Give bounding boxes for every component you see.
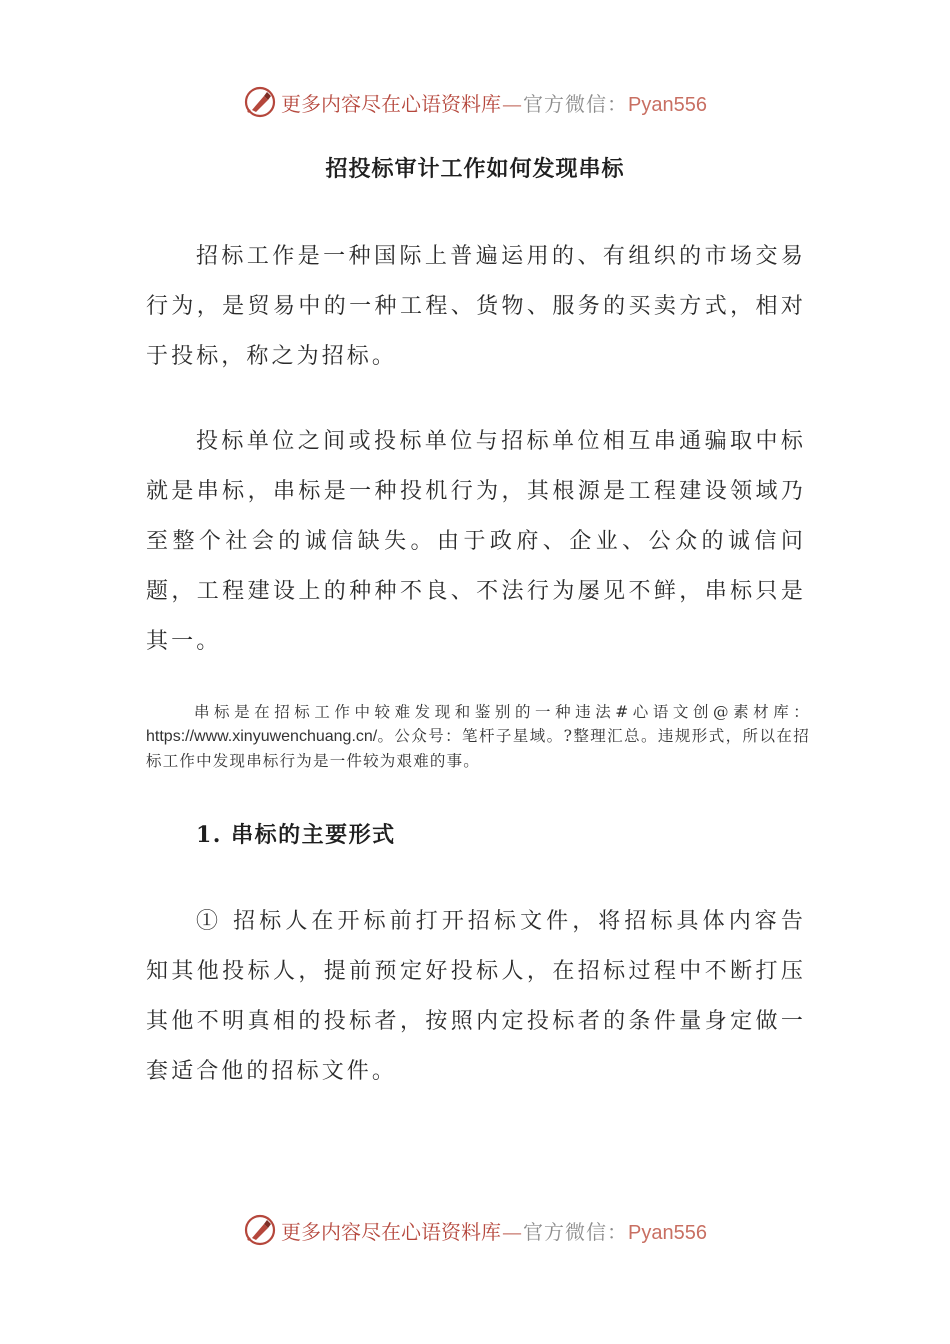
- header-banner: [0, 82, 950, 122]
- document-title: 招投标审计工作如何发现串标: [325, 156, 625, 182]
- banner-main-text: 更多内容尽在心语资料库: [281, 91, 502, 116]
- banner-dash: —: [502, 1219, 523, 1244]
- pen-nib-logo-icon: [243, 85, 277, 119]
- paragraph-intro: 招标工作是一种国际上普遍运用的、有组织的市场交易行为，是贸易中的一种工程、货物、服务的买卖方式，相对于投标，称之为招标。: [146, 244, 806, 369]
- paragraph-form-1: ① 招标人在开标前打开招标文件，将招标具体内容告知其他投标人，提前预定好投标人，在招标过程中不断打压其他不明真相的投标者，按照内定投标者的条件量身定做一套适合他的招标文件。: [146, 909, 806, 1084]
- paragraph-small-note: [146, 700, 810, 773]
- banner-sub-text: 官方微信：: [523, 1219, 629, 1244]
- banner-wechat-id: Pyan556: [628, 93, 707, 116]
- banner-main-text: 更多内容尽在心语资料库: [281, 1219, 502, 1244]
- small-note-text-1: 串标是在招标工作中较难发现和鉴别的一种违法#心语文创@素材库：: [194, 703, 810, 721]
- small-note-text-2: 。公众号：笔杆子星域。?整理汇总。违规形式，所以在招标工作中发现串标行为是一件较为艰难的事。: [146, 727, 810, 770]
- pen-nib-logo-icon: [243, 1213, 277, 1247]
- banner-wechat-id: Pyan556: [628, 1221, 707, 1244]
- section-heading-1: 1. 串标的主要形式: [196, 822, 396, 848]
- paragraph-definition: 投标单位之间或投标单位与招标单位相互串通骗取中标就是串标，串标是一种投机行为，其根源是工程建设领域乃至整个社会的诚信缺失。由于政府、企业、公众的诚信问题，工程建设上的种种不良、不法行为屡见不鲜，串标只是其一。: [146, 429, 806, 654]
- source-url-link[interactable]: https://www.xinyuwenchuang.cn/: [146, 728, 378, 745]
- banner-sub-text: 官方微信：: [523, 91, 629, 116]
- banner-dash: —: [502, 91, 523, 116]
- footer-banner: [0, 1210, 950, 1250]
